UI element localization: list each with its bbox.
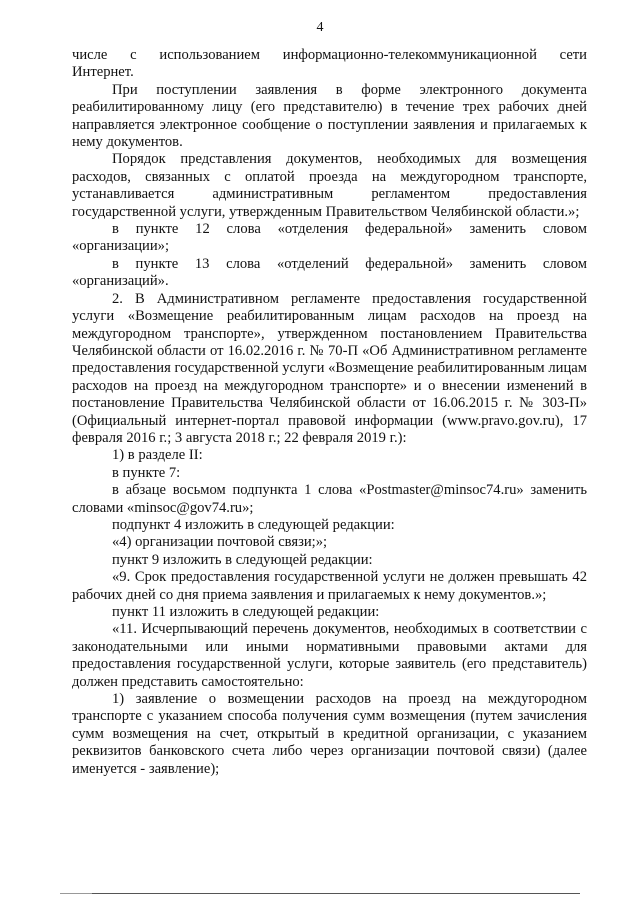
paragraph: пункт 9 изложить в следующей редакции: bbox=[112, 551, 373, 568]
paragraph: Порядок представления документов, необходимых для возмещения расходов, связанных с оплатой проезда на междугородном транспорте, устанавливается административным регламентом предоставления государственной услуги, утвержденным Правительством Челябинской области.»; bbox=[72, 151, 587, 220]
paragraph: При поступлении заявления в форме электронного документа реабилитированному лицу (его представителю) в течение трех рабочих дней направляется электронное сообщение о поступлении заявления и прилагаемых к нему документов. bbox=[72, 81, 587, 151]
paragraph: в абзаце восьмом подпункта 1 слова «Postmaster@minsoc74.ru» заменить словами «minsoc@gov74.ru»; bbox=[72, 482, 587, 516]
page-number: 4 bbox=[316, 20, 324, 35]
paragraph: 1) заявление о возмещении расходов на проезд на междугородном транспорте с указанием способа получения сумм возмещения (путем зачисления сумм возмещения на счет, открытый в кредитной организации, с указанием реквизитов банковского счета либо через организации почтовой связи) (далее именуется - заявление); bbox=[72, 691, 587, 777]
paragraph: в пункте 7: bbox=[112, 464, 181, 481]
paragraph: подпункт 4 изложить в следующей редакции: bbox=[112, 516, 395, 533]
paragraph: пункт 11 изложить в следующей редакции: bbox=[112, 604, 380, 620]
paragraph: числе с использованием информационно-телекоммуникационной сети bbox=[72, 47, 587, 63]
paragraph: в пункте 13 слова «отделений федеральной» заменить словом «организаций». bbox=[72, 255, 587, 290]
paragraph: Интернет. bbox=[72, 64, 134, 81]
paragraph: «4) организации почтовой связи;»; bbox=[112, 534, 328, 551]
paragraph: «11. Исчерпывающий перечень документов, необходимых в соответствии с законодательными или иными нормативными правовыми актами для предоставления государственной услуги, которые заявитель (его представитель) должен представить самостоятельно: bbox=[72, 621, 587, 690]
paragraph: «9. Срок предоставления государственной услуги не должен превышать 42 рабочих дней со дня приема заявления и прилагаемых к нему документов.»; bbox=[72, 569, 587, 603]
document-body bbox=[72, 47, 587, 778]
paragraph: 1) в разделе II: bbox=[112, 447, 203, 464]
paragraph: в пункте 12 слова «отделения федеральной» заменить словом «организации»; bbox=[72, 221, 587, 255]
footer-rule bbox=[92, 893, 580, 894]
paragraph: 2. В Административном регламенте предоставления государственной услуги «Возмещение реабилитированным лицам расходов на проезд на междугородном транспорте», утвержденном постановлением Правительства Челябинской области от 16.02.2016 г. № 70-П «Об Административном регламенте предоставления государственной услуги «Возмещение реабилитированным лицам расходов на проезд на междугородном транспорте» и о внесении изменений в постановление Правительства Челябинской области от 16.06.2015 г. № 303-П» (Официальный интернет-портал правовой информации (www.pravo.gov.ru), 17 февраля 2016 г.; 3 августа 2018 г.; 22 февраля 2019 г.): bbox=[72, 290, 587, 446]
